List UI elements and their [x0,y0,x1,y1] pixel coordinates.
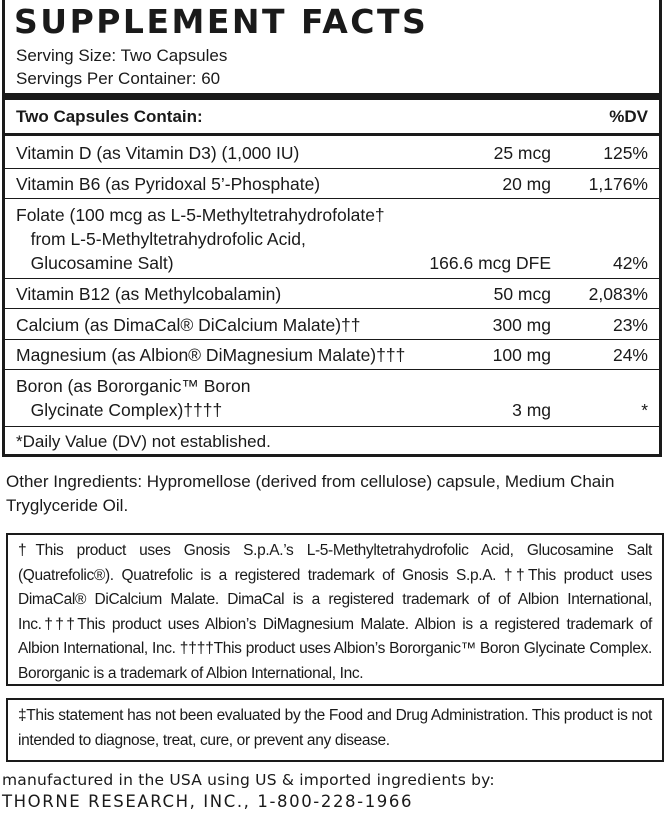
nutrient-name-line: Vitamin B6 (as Pyridoxal 5’-Phosphate) [16,174,321,194]
footer-divider [5,426,659,427]
nutrient-amount: 25 mcg [493,143,551,163]
nutrient-name-line: Vitamin D (as Vitamin D3) (1,000 IU) [16,143,300,163]
manufacturer-name: THORNE RESEARCH, INC., 1-800-228-1966 [2,792,414,811]
header-divider [5,133,659,136]
nutrient-dv: 125% [603,143,648,163]
nutrient-name-line: Magnesium (as Albion® DiMagnesium Malate)††† [16,345,406,365]
nutrient-dv: 42% [612,253,648,273]
nutrient-row [5,203,659,275]
nutrient-name [16,282,281,306]
nutrient-name [16,343,405,367]
nutrient-name-line: Calcium (as DimaCal® DiCalcium Malate)†† [16,315,361,335]
row-divider [5,369,659,370]
nutrient-dv: 2,083% [588,284,648,304]
column-header-dv: %DV [609,107,648,126]
nutrient-name-line: Boron (as Bororganic™ Boron [16,376,251,396]
nutrient-amount: 50 mcg [493,284,551,304]
nutrient-name-line: Glucosamine Salt) [16,253,174,273]
nutrient-amount: 3 mg [512,400,551,420]
other-ingredients: Other Ingredients: Hypromellose (derived from cellulose) capsule, Medium Chain Tryglyceride Oil. [6,472,615,515]
column-header-contents: Two Capsules Contain: [16,107,203,126]
dv-footnote: *Daily Value (DV) not established. [16,432,271,451]
row-divider [5,308,659,309]
nutrient-amount: 20 mg [502,174,551,194]
serving-size: Serving Size: Two Capsules [16,46,228,65]
row-divider [5,168,659,169]
trademark-notice: †This product uses Gnosis S.p.A.’s L-5-Methyltetrahydrofolic Acid, Glucosamine Salt (Quatrefolic®). Quatrefolic is a registered trademark of Gnosis S.p.A. ††This product uses DimaCal® DiCalcium Malate. DimaCal is a registered trademark of of Albion International, Inc.†††This product uses Albion’s DiMagnesium Malate. Albion is a registered trademark of Albion International, Inc. ††††This product uses Albion’s Bororganic™ Boron Glycinate Complex. Bororganic is a trademark of Albion International, Inc. [6,533,664,686]
thick-divider [5,93,659,100]
fda-statement: ‡This statement has not been evaluated by the Food and Drug Administration. This product is not intended to diagnose, treat, cure, or prevent any disease. [6,698,664,762]
nutrient-dv: 1,176% [588,174,648,194]
nutrient-name [16,374,250,422]
nutrient-name-line: from L-5-Methyltetrahydrofolic Acid, [16,229,306,249]
servings-per-container: Servings Per Container: 60 [16,69,221,88]
nutrient-amount: 100 mg [492,345,551,365]
row-divider [5,198,659,199]
row-divider [5,339,659,340]
nutrient-row [5,313,659,337]
row-divider [5,278,659,279]
nutrient-name-line: Vitamin B12 (as Methylcobalamin) [16,284,282,304]
manufacturer-line: manufactured in the USA using US & imported ingredients by: [2,771,495,789]
nutrient-name [16,172,320,196]
supplement-facts-panel [2,0,662,457]
nutrient-dv: 24% [612,345,648,365]
nutrient-row [5,141,659,165]
nutrient-amount: 300 mg [492,315,551,335]
nutrient-row [5,343,659,367]
nutrient-row [5,374,659,422]
nutrient-name [16,313,361,337]
nutrient-row [5,282,659,306]
nutrient-name-line: Glycinate Complex)†††† [16,400,223,420]
nutrient-name [16,141,299,165]
nutrient-amount: 166.6 mcg DFE [429,253,551,273]
nutrient-row [5,172,659,196]
nutrient-name-line: Folate (100 mcg as L-5-Methyltetrahydrofolate† [16,205,385,225]
nutrient-dv: 23% [612,315,648,335]
facts-title: SUPPLEMENT FACTS [14,2,429,41]
nutrient-name [16,203,385,275]
nutrient-dv: * [641,400,648,420]
